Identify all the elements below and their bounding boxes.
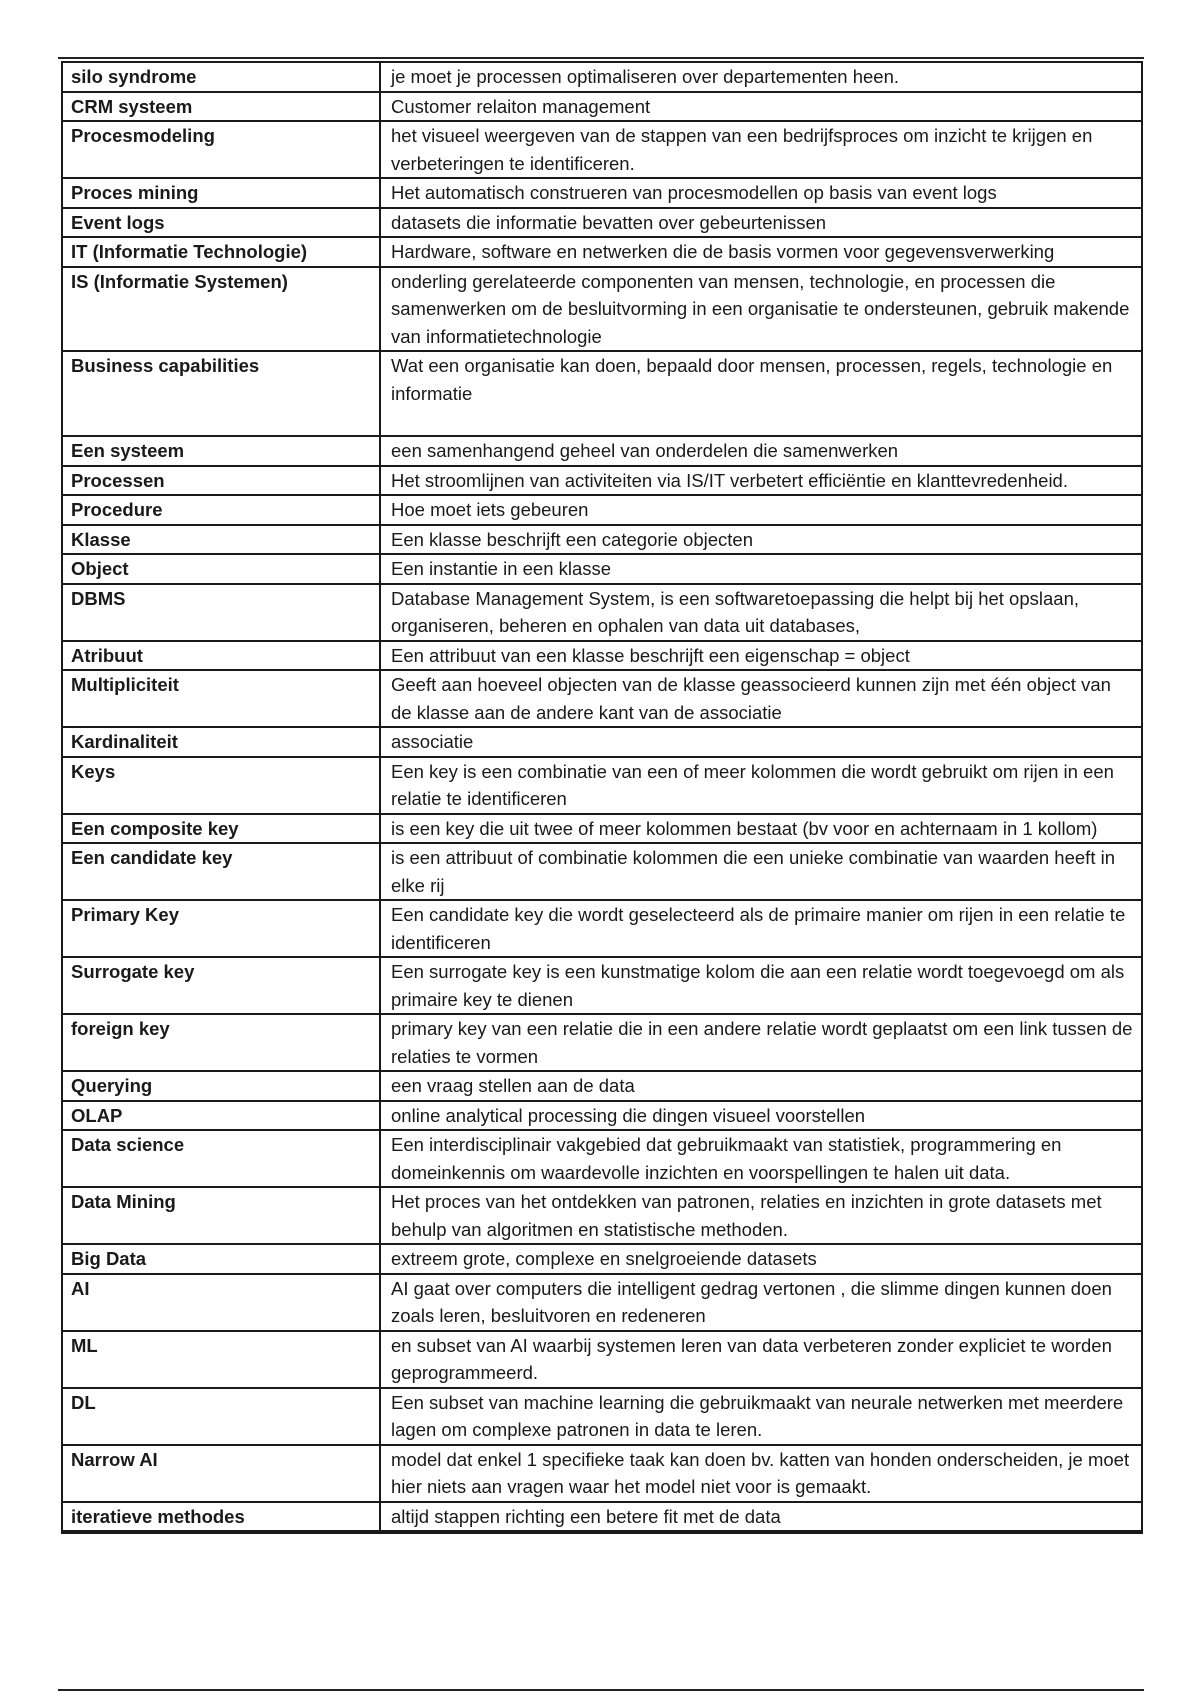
term-cell: Object [62, 554, 380, 584]
table-row [62, 1331, 1142, 1388]
term-cell: Een composite key [62, 814, 380, 844]
term-cell: Business capabilities [62, 351, 380, 436]
definition-cell: AI gaat over computers die intelligent gedrag vertonen , die slimme dingen kunnen doen zoals leren, besluitvoren en redeneren [380, 1274, 1142, 1331]
term-cell [62, 1531, 380, 1533]
definition-cell: is een key die uit twee of meer kolommen bestaat (bv voor en achternaam in 1 kollom) [380, 814, 1142, 844]
term-cell: IS (Informatie Systemen) [62, 267, 380, 352]
top-rule [58, 57, 1144, 59]
term-cell: DL [62, 1388, 380, 1445]
definition-cell: Een subset van machine learning die gebruikmaakt van neurale netwerken met meerdere lagen om complexe patronen in data te leren. [380, 1388, 1142, 1445]
definition-cell: Geeft aan hoeveel objecten van de klasse geassocieerd kunnen zijn met één object van de klasse aan de andere kant van de associatie [380, 670, 1142, 727]
table-row [62, 267, 1142, 352]
definition-cell: het visueel weergeven van de stappen van een bedrijfsproces om inzicht te krijgen en verbeteringen te identificeren. [380, 121, 1142, 178]
term-cell: Big Data [62, 1244, 380, 1274]
definition-cell: altijd stappen richting een betere fit met de data [380, 1502, 1142, 1532]
term-cell: Surrogate key [62, 957, 380, 1014]
table-row [62, 843, 1142, 900]
bottom-rule [58, 1689, 1144, 1691]
term-cell: Proces mining [62, 178, 380, 208]
definition-cell: Het proces van het ontdekken van patronen, relaties en inzichten in grote datasets met behulp van algoritmen en statistische methoden. [380, 1187, 1142, 1244]
definition-cell: Een candidate key die wordt geselecteerd als de primaire manier om rijen in een relatie te identificeren [380, 900, 1142, 957]
definition-cell: een vraag stellen aan de data [380, 1071, 1142, 1101]
term-cell: Een systeem [62, 436, 380, 466]
term-cell: foreign key [62, 1014, 380, 1071]
table-row [62, 237, 1142, 267]
definition-cell: onderling gerelateerde componenten van mensen, technologie, en processen die samenwerken om de besluitvorming in een organisatie te ondersteunen, gebruik makende van informatietechnologie [380, 267, 1142, 352]
definition-cell [380, 1531, 1142, 1533]
definition-cell: is een attribuut of combinatie kolommen die een unieke combinatie van waarden heeft in elke rij [380, 843, 1142, 900]
term-cell: Procesmodeling [62, 121, 380, 178]
definition-cell: primary key van een relatie die in een andere relatie wordt geplaatst om een link tussen de relaties te vormen [380, 1014, 1142, 1071]
term-cell: ML [62, 1331, 380, 1388]
term-cell: Data science [62, 1130, 380, 1187]
table-row [62, 814, 1142, 844]
table-row [62, 1502, 1142, 1532]
table-row [62, 1445, 1142, 1502]
glossary-table [61, 61, 1143, 1534]
table-row [62, 121, 1142, 178]
term-cell: iteratieve methodes [62, 1502, 380, 1532]
definition-cell: en subset van AI waarbij systemen leren van data verbeteren zonder expliciet te worden geprogrammeerd. [380, 1331, 1142, 1388]
table-row [62, 525, 1142, 555]
definition-cell: Een instantie in een klasse [380, 554, 1142, 584]
table-row [62, 208, 1142, 238]
definition-cell: Hoe moet iets gebeuren [380, 495, 1142, 525]
term-cell: Narrow AI [62, 1445, 380, 1502]
definition-cell: Customer relaiton management [380, 92, 1142, 122]
definition-cell: Een klasse beschrijft een categorie objecten [380, 525, 1142, 555]
definition-cell: extreem grote, complexe en snelgroeiende datasets [380, 1244, 1142, 1274]
table-row [62, 957, 1142, 1014]
term-cell: DBMS [62, 584, 380, 641]
definition-cell: Wat een organisatie kan doen, bepaald door mensen, processen, regels, technologie en informatie [380, 351, 1142, 436]
table-row [62, 1274, 1142, 1331]
table-row [62, 466, 1142, 496]
table-row [62, 1071, 1142, 1101]
definition-cell: associatie [380, 727, 1142, 757]
term-cell: Procedure [62, 495, 380, 525]
table-row [62, 351, 1142, 436]
table-row [62, 584, 1142, 641]
term-cell: Atribuut [62, 641, 380, 671]
table-row [62, 900, 1142, 957]
definition-cell: Het automatisch construeren van procesmodellen op basis van event logs [380, 178, 1142, 208]
table-row [62, 641, 1142, 671]
table-row [62, 1130, 1142, 1187]
term-cell: CRM systeem [62, 92, 380, 122]
table-row [62, 436, 1142, 466]
table-row [62, 92, 1142, 122]
term-cell: Klasse [62, 525, 380, 555]
table-row [62, 1187, 1142, 1244]
term-cell: Processen [62, 466, 380, 496]
table-row [62, 1101, 1142, 1131]
definition-cell: Het stroomlijnen van activiteiten via IS/IT verbetert efficiëntie en klanttevredenheid. [380, 466, 1142, 496]
term-cell: OLAP [62, 1101, 380, 1131]
table-row [62, 1388, 1142, 1445]
term-cell: Kardinaliteit [62, 727, 380, 757]
definition-cell: Een key is een combinatie van een of meer kolommen die wordt gebruikt om rijen in een relatie te identificeren [380, 757, 1142, 814]
term-cell: AI [62, 1274, 380, 1331]
term-cell: IT (Informatie Technologie) [62, 237, 380, 267]
table-row [62, 1014, 1142, 1071]
term-cell: Querying [62, 1071, 380, 1101]
definition-cell: je moet je processen optimaliseren over departementen heen. [380, 62, 1142, 92]
table-row [62, 1531, 1142, 1533]
table-row [62, 727, 1142, 757]
term-cell: Event logs [62, 208, 380, 238]
term-cell: Een candidate key [62, 843, 380, 900]
table-row [62, 1244, 1142, 1274]
definition-cell: model dat enkel 1 specifieke taak kan doen bv. katten van honden onderscheiden, je moet hier niets aan vragen waar het model niet voor is gemaakt. [380, 1445, 1142, 1502]
definition-cell: Database Management System, is een softwaretoepassing die helpt bij het opslaan, organiseren, beheren en ophalen van data uit databases, [380, 584, 1142, 641]
definition-cell: datasets die informatie bevatten over gebeurtenissen [380, 208, 1142, 238]
definition-cell: Hardware, software en netwerken die de basis vormen voor gegevensverwerking [380, 237, 1142, 267]
definition-cell: Een surrogate key is een kunstmatige kolom die aan een relatie wordt toegevoegd om als primaire key te dienen [380, 957, 1142, 1014]
term-cell: Keys [62, 757, 380, 814]
table-row [62, 178, 1142, 208]
term-cell: Multipliciteit [62, 670, 380, 727]
table-row [62, 757, 1142, 814]
table-row [62, 62, 1142, 92]
term-cell: Primary Key [62, 900, 380, 957]
definition-cell: Een interdisciplinair vakgebied dat gebruikmaakt van statistiek, programmering en domeinkennis om waardevolle inzichten en voorspellingen te halen uit data. [380, 1130, 1142, 1187]
table-row [62, 495, 1142, 525]
term-cell: silo syndrome [62, 62, 380, 92]
term-cell: Data Mining [62, 1187, 380, 1244]
definition-cell: Een attribuut van een klasse beschrijft een eigenschap = object [380, 641, 1142, 671]
definition-cell: een samenhangend geheel van onderdelen die samenwerken [380, 436, 1142, 466]
table-row [62, 670, 1142, 727]
table-row [62, 554, 1142, 584]
definition-cell: online analytical processing die dingen visueel voorstellen [380, 1101, 1142, 1131]
